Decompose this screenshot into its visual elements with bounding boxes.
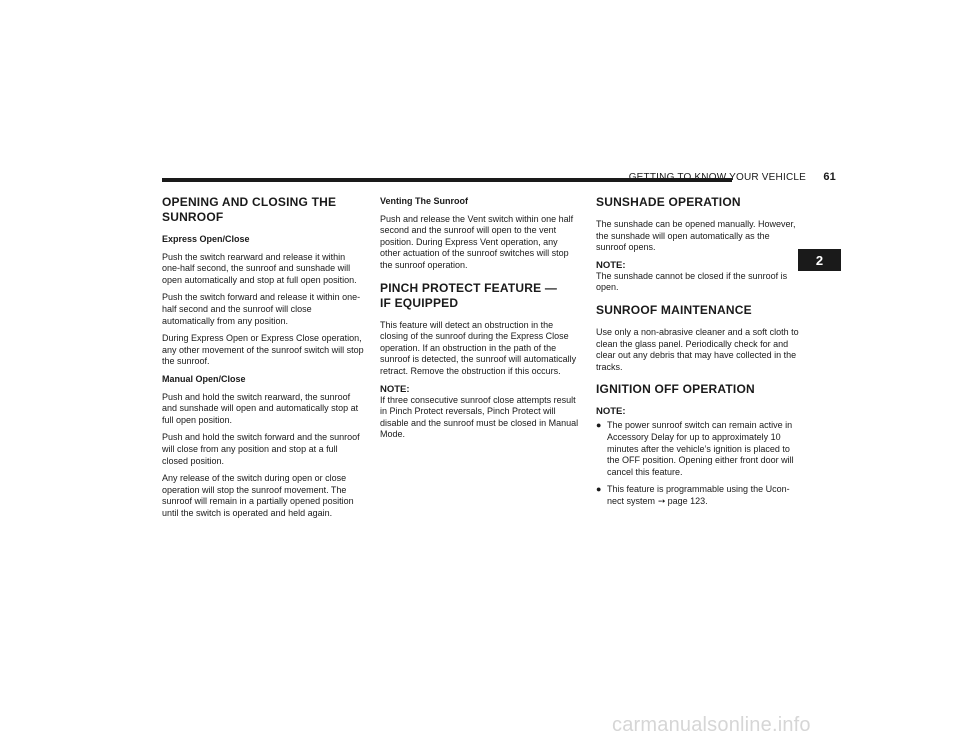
subheading-venting: Venting The Sunroof [380, 196, 468, 206]
paragraph: Push and hold the switch forward and the sunroof will close from any position and stop at a full closed position. [162, 432, 360, 466]
bullet-icon: ● [596, 420, 602, 431]
page-reference-arrow-icon: ➙ [658, 495, 666, 506]
section-title-ignition-off: IGNITION OFF OPERATION [596, 382, 755, 397]
watermark: carmanualsonline.info [612, 714, 811, 736]
note-text: The sunshade cannot be closed if the sunroof is open. [596, 270, 788, 293]
section-title-line: IF EQUIPPED [380, 295, 459, 310]
list-item [596, 420, 800, 478]
paragraph: Any release of the switch during open or close operation will stop the sunroof movement. The sunroof will remain in a partially opened position until the switch is operated and held again. [162, 473, 354, 518]
note-label: NOTE: [596, 406, 626, 418]
paragraph: During Express Open or Express Close operation, any other movement of the sunroof switch will stop the sunroof. [162, 333, 364, 367]
bullet-text: The power sunroof switch can remain active in Accessory Delay for up to approximately 10 minutes after the vehicle’s ignition is placed to the OFF position. Opening either front door will cancel this feature. [607, 420, 794, 477]
subheading-express: Express Open/Close [162, 234, 250, 244]
column-2 [380, 196, 580, 450]
page-number: 61 [823, 171, 836, 183]
column-3 [596, 195, 800, 514]
note-label: NOTE: [380, 383, 410, 395]
paragraph: The sunshade can be opened manually. However, the sunshade will open automatically as the sunroof opens. [596, 219, 796, 253]
running-header-title: GETTING TO KNOW YOUR VEHICLE [628, 172, 806, 183]
section-title-opening-closing: OPENING AND CLOSING THE SUNROOF [162, 195, 337, 224]
paragraph: This feature will detect an obstruction in the closing of the sunroof during the Express Close operation. If an obstruction in the path of the sunroof is detected, the sunroof will automatically retract. Remove the obstruction if this occurs. [380, 319, 577, 376]
paragraph: Push the switch forward and release it within one-half second and the sunroof will close automatically from any position. [162, 292, 361, 326]
subheading-manual: Manual Open/Close [162, 373, 246, 384]
paragraph: Push and hold the switch rearward, the sunroof and sunshade will open and automatically stop at full open position. [162, 391, 359, 425]
column-1 [162, 195, 364, 525]
paragraph: Use only a non-abrasive cleaner and a soft cloth to clean the glass panel. Periodically check for and clear out any debris that may have collected in the tracks. [596, 326, 799, 372]
bullet-text: This feature is programmable using the Ucon-nect system [607, 484, 790, 506]
page-reference-link[interactable]: page 123. [667, 495, 708, 506]
bullet-icon: ● [596, 484, 602, 495]
note-label: NOTE: [596, 259, 626, 271]
running-header [628, 171, 836, 187]
note-bullet-list [596, 420, 800, 507]
note-text: If three consecutive sunroof close attempts result in Pinch Protect reversals, Pinch Protect will disable and the sunroof must be closed in Manual Mode. [380, 394, 579, 440]
section-title-maintenance: SUNROOF MAINTENANCE [596, 302, 752, 317]
chapter-tab: 2 [798, 249, 841, 271]
list-item [596, 484, 800, 507]
paragraph: Push and release the Vent switch within one half second and the sunroof will open to the vent position. During Express Vent operation, any other actuation of the sunroof switches will stop the sunroof operation. [380, 213, 574, 270]
section-title-line: PINCH PROTECT FEATURE — [380, 280, 558, 295]
paragraph: Push the switch rearward and release it within one-half second, the sunroof and sunshade will open automatically and stop at full open position. [162, 251, 357, 285]
section-title-pinch-protect [380, 281, 580, 311]
section-title-sunshade: SUNSHADE OPERATION [596, 195, 741, 209]
